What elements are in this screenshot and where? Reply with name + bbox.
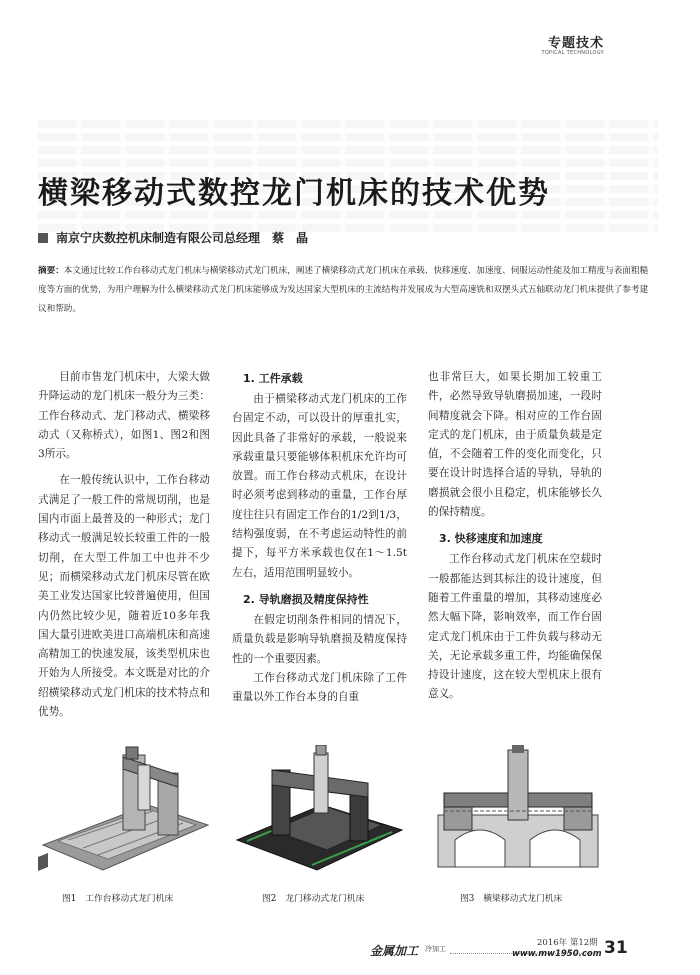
figure-2-caption: 图2 龙门移动式龙门机床 xyxy=(262,894,365,904)
paragraph: 工作台移动式龙门机床在空载时一般都能达到其标注的设计速度，但随着工件重量的增加，其移动速度必然大幅下降，影响效率，而工作台固定式龙门机床由于工件负载与移动无关，无论承载多重工件，均能确保保持设计速度，这在较大型机床上很有意义。 xyxy=(428,553,602,701)
abstract-label: 摘要： xyxy=(38,266,64,276)
paragraph: 在假定切削条件相同的情况下，质量负载是影响导轨磨损及精度保持性的一个重要因素。 xyxy=(232,613,407,665)
abstract xyxy=(38,262,654,319)
paragraph: 在一般传统认识中，工作台移动式满足了一般工件的常规切削，也是国内市面上最普及的一种形式；龙门移动式一般满足较长较重工件的一般切削，在大型工件加工中也并不少见；而横梁移动式龙门机床尽管在欧美工业发达国家比较普遍使用，但国内仍然比较少见，随着近10多年我国大量引进欧美进口高端机床和高速高精加工的快速发展，该类型机床也开始为人所接受。本文既是对比的介绍横梁移动式龙门机床的技术特点和优势。 xyxy=(38,474,210,719)
page-number: 31 xyxy=(604,938,628,958)
figure-1-image xyxy=(38,745,213,875)
paragraph: 由于横梁移动式龙门机床的工作台固定不动，可以设计的厚重扎实，因此具备了非常好的承载，一般说来承载重量只要能够体积机床允许均可放置。而工作台移动式机床，在设计时必须考虑到移动的重量，工作台厚度往往只有固定工作台的1/2到1/3，结构强度弱，在不考虑运动特性的前提下，每平方米承载也仅在1～1.5t左右，适用范围明显较小。 xyxy=(232,393,407,579)
abstract-text: 本文通过比较工作台移动式龙门机床与横梁移动式龙门机床，阐述了横梁移动式龙门机床在承载、快移速度、加速度、伺服运动性能及加工精度与表面粗糙度等方面的优势，为用户理解为什么横梁移动式龙门机床能够成为发达国家大型机床的主流结构并发展成为大型高速铣和双摆头式五轴联动龙门机床提供了参考建议和帮助。 xyxy=(38,266,649,314)
article-title: 横梁移动式数控龙门机床的技术优势 xyxy=(38,176,550,211)
section-heading: 3. 快移速度和加速度 xyxy=(439,532,543,546)
paragraph: 也非常巨大，如果长期加工较重工件，必然导致导轨磨损加速，一段时间精度就会下降。相对应的工作台固定式的龙门机床，由于质量负载是定值，不会随着工件的变化而变化，只要在设计时选择合适的导轨，导轨的磨损就会很小且稳定，机床能够长久的保持精度。 xyxy=(428,371,602,519)
paragraph: 工作台移动式龙门机床除了工件重量以外工作台本身的自重 xyxy=(232,671,407,704)
section-subtitle: TOPICAL TECHNOLOGY xyxy=(541,50,604,56)
paragraph: 目前市售龙门机床中，大梁大做升降运动的龙门机床一般分为三类：工作台移动式、龙门移动式、横梁移动式（又称桥式），如图1、图2和图3所示。 xyxy=(38,371,210,461)
gantry-machine-illustration xyxy=(430,745,605,875)
gantry-machine-illustration xyxy=(232,745,407,875)
section-heading: 1. 工件承载 xyxy=(243,372,303,385)
section-title: 专题技术 xyxy=(547,36,604,51)
column-2 xyxy=(232,368,407,707)
figure-3-caption: 图3 横梁移动式龙门机床 xyxy=(460,894,563,904)
issue-number: 2016年 第12期 xyxy=(537,938,598,948)
figure-1-caption: 图1 工作台移动式龙门机床 xyxy=(62,894,174,904)
byline xyxy=(38,229,308,246)
column-3 xyxy=(428,368,602,705)
column-1 xyxy=(38,368,210,722)
gantry-machine-illustration xyxy=(38,745,213,875)
magazine-suffix: 冷加工 xyxy=(425,945,446,953)
figure-3-image xyxy=(430,745,605,875)
figure-2-image xyxy=(232,745,407,875)
square-bullet-icon xyxy=(38,233,48,243)
byline-text: 南京宁庆数控机床制造有限公司总经理 蔡 晶 xyxy=(56,231,309,245)
magazine-url: www.mw1950.com xyxy=(512,949,602,959)
section-heading: 2. 导轨磨损及精度保持性 xyxy=(243,592,369,606)
magazine-name: 金属加工 xyxy=(370,944,419,958)
